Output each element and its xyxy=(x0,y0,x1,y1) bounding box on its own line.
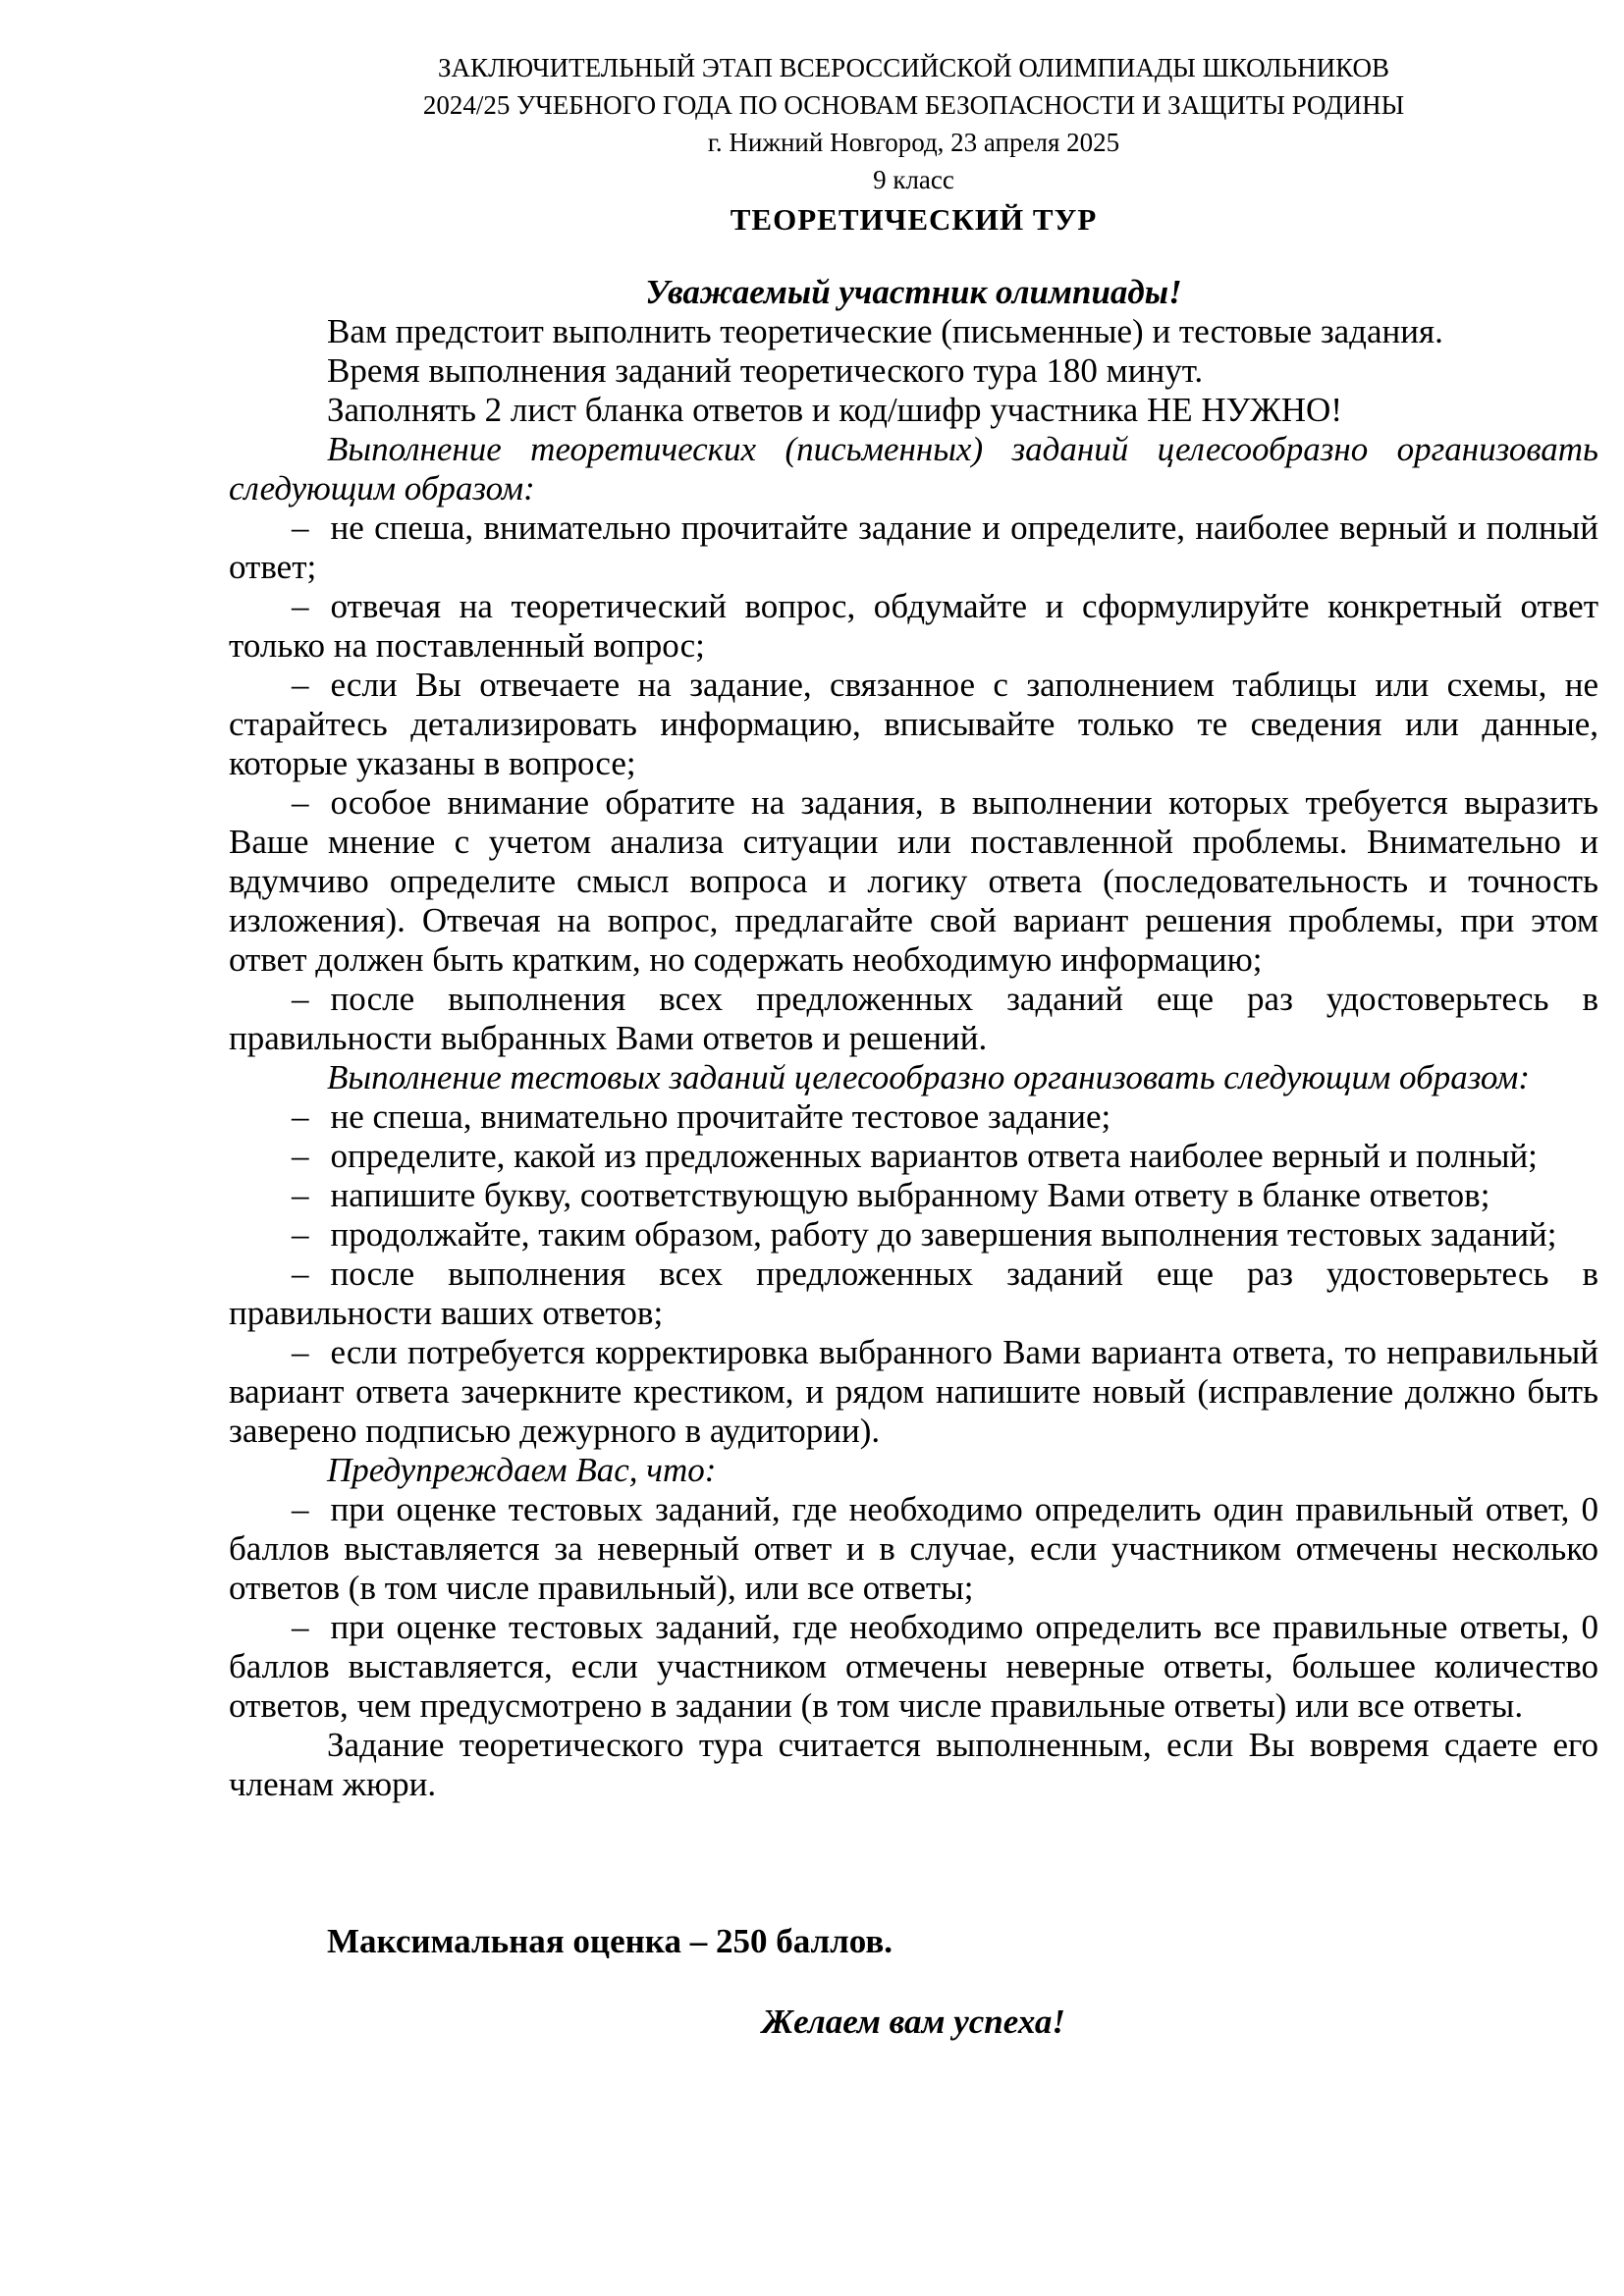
test-list-item xyxy=(229,1176,1598,1215)
test-item-text: напишите букву, соответствующую выбранному Вами ответу в бланке ответов; xyxy=(330,1176,1490,1214)
test-item-text: определите, какой из предложенных вариантов ответа наиболее верный и полный; xyxy=(330,1137,1538,1175)
theory-item-text: после выполнения всех предложенных заданий еще раз удостоверьтесь в правильности выбранных Вами ответов и решений. xyxy=(229,980,1598,1057)
greeting-line: Уважаемый участник олимпиады! xyxy=(645,273,1182,311)
bullet-dash: – xyxy=(292,1255,309,1293)
warning-list-item xyxy=(229,1490,1598,1608)
warning-section-intro: Предупреждаем Вас, что: xyxy=(327,1451,717,1489)
bullet-dash: – xyxy=(292,1137,309,1175)
test-list-item xyxy=(229,1137,1598,1176)
test-list-item xyxy=(229,1333,1598,1451)
theory-section-intro: Выполнение теоретических (письменных) заданий целесообразно организовать следующим образом: xyxy=(229,430,1598,507)
bullet-dash: – xyxy=(292,508,309,547)
bullet-dash: – xyxy=(292,1215,309,1254)
theory-item-text: особое внимание обратите на задания, в выполнении которых требуется выразить Ваше мнение с учетом анализа ситуации или поставленной проблемы. Внимательно и вдумчиво определите смысл вопроса и логику ответа (последовательность и точность изложения). Отвечая на вопрос, предлагайте свой вариант решения проблемы, при этом ответ должен быть кратким, но содержать необходимую информацию; xyxy=(229,783,1598,979)
theory-list-item xyxy=(229,666,1598,783)
document-title: ТЕОРЕТИЧЕСКИЙ ТУР xyxy=(730,202,1098,237)
test-item-text: не спеша, внимательно прочитайте тестовое задание; xyxy=(330,1097,1111,1136)
wish-line: Желаем вам успеха! xyxy=(761,2002,1066,2041)
test-section-intro: Выполнение тестовых заданий целесообразно организовать следующим образом: xyxy=(327,1058,1531,1096)
header-line-3-city-date: г. Нижний Новгород, 23 апреля 2025 xyxy=(707,128,1120,157)
test-item-text: продолжайте, таким образом, работу до завершения выполнения тестовых заданий; xyxy=(330,1215,1557,1254)
warning-item-text: при оценке тестовых заданий, где необходимо определить все правильные ответы, 0 баллов выставляется, если участником отмечены неверные ответы, большее количество ответов, чем предусмотрено в задании (в том числе правильные ответы) или все ответы. xyxy=(229,1608,1598,1725)
max-score-line: Максимальная оценка – 250 баллов. xyxy=(327,1922,893,1960)
test-item-text: если потребуется корректировка выбранного Вами варианта ответа, то неправильный вариант ответа зачеркните крестиком, и рядом напишите новый (исправление должно быть заверено подписью дежурного в аудитории). xyxy=(229,1333,1598,1450)
intro-paragraph: Заполнять 2 лист бланка ответов и код/шифр участника НЕ НУЖНО! xyxy=(327,391,1342,429)
header-line-1: ЗАКЛЮЧИТЕЛЬНЫЙ ЭТАП ВСЕРОССИЙСКОЙ ОЛИМПИАДЫ ШКОЛЬНИКОВ xyxy=(438,53,1389,82)
document-header xyxy=(229,49,1598,241)
test-list-item xyxy=(229,1097,1598,1137)
theory-item-text: не спеша, внимательно прочитайте задание и определите, наиболее верный и полный ответ; xyxy=(229,508,1598,586)
bullet-dash: – xyxy=(292,1608,309,1646)
test-list-item xyxy=(229,1255,1598,1333)
header-line-4-grade: 9 класс xyxy=(873,165,954,194)
bullet-dash: – xyxy=(292,783,309,822)
theory-list-item xyxy=(229,587,1598,666)
closing-paragraph: Задание теоретического тура считается выполненным, если Вы вовремя сдаете его членам жюри. xyxy=(229,1726,1598,1803)
theory-item-text: отвечая на теоретический вопрос, обдумайте и сформулируйте конкретный ответ только на поставленный вопрос; xyxy=(229,587,1598,665)
warning-list-item xyxy=(229,1608,1598,1726)
bullet-dash: – xyxy=(292,1333,309,1371)
bullet-dash: – xyxy=(292,587,309,625)
header-line-2: 2024/25 УЧЕБНОГО ГОДА ПО ОСНОВАМ БЕЗОПАСНОСТИ И ЗАЩИТЫ РОДИНЫ xyxy=(422,90,1405,120)
theory-list-item xyxy=(229,980,1598,1058)
theory-list-item xyxy=(229,783,1598,980)
bullet-dash: – xyxy=(292,666,309,704)
test-item-text: после выполнения всех предложенных заданий еще раз удостоверьтесь в правильности ваших ответов; xyxy=(229,1255,1598,1332)
test-list-item xyxy=(229,1215,1598,1255)
bullet-dash: – xyxy=(292,1490,309,1528)
intro-paragraph: Время выполнения заданий теоретического тура 180 минут. xyxy=(327,351,1204,390)
bullet-dash: – xyxy=(292,1176,309,1214)
theory-item-text: если Вы отвечаете на задание, связанное с заполнением таблицы или схемы, не старайтесь детализировать информацию, вписывайте только те сведения или данные, которые указаны в вопросе; xyxy=(229,666,1598,782)
bullet-dash: – xyxy=(292,1097,309,1136)
theory-list-item xyxy=(229,508,1598,587)
intro-paragraph: Вам предстоит выполнить теоретические (письменные) и тестовые задания. xyxy=(327,312,1443,350)
bullet-dash: – xyxy=(292,980,309,1018)
warning-item-text: при оценке тестовых заданий, где необходимо определить один правильный ответ, 0 баллов выставляется за неверный ответ и в случае, если участником отмечены несколько ответов (в том числе правильный), или все ответы; xyxy=(229,1490,1598,1607)
